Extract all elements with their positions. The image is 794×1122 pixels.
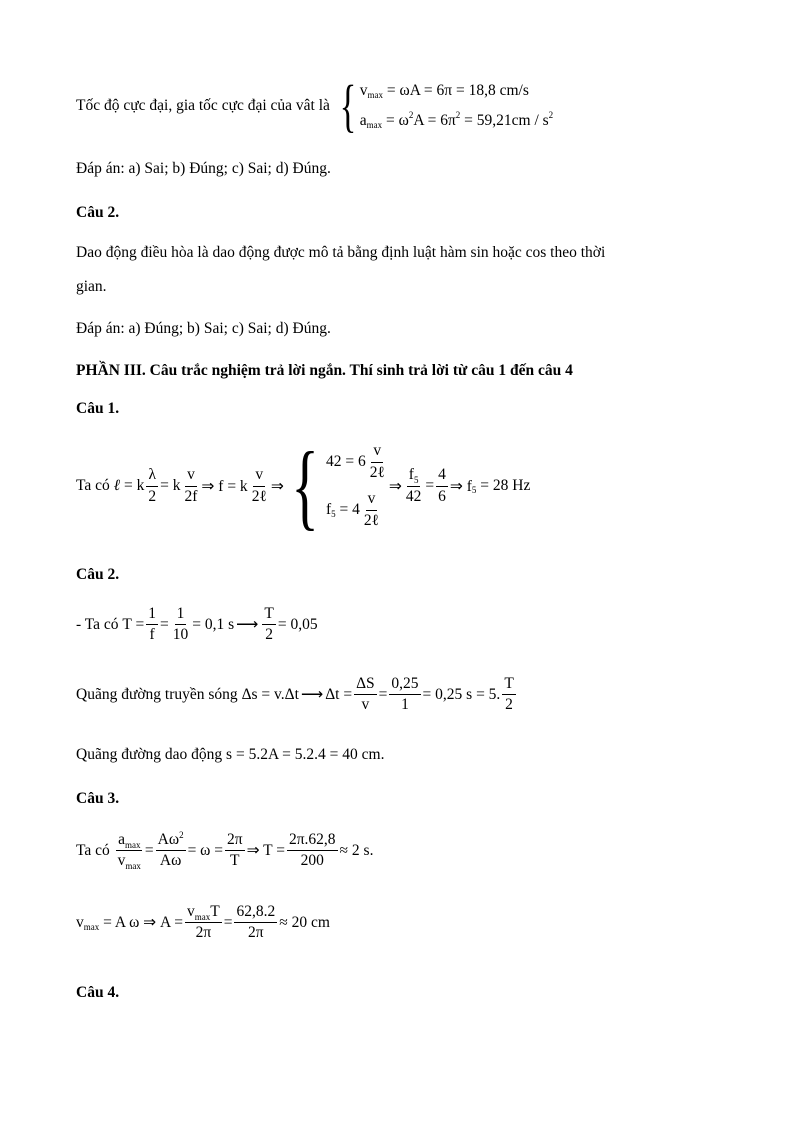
amax-equation: a max = ω 2 A = 6π 2 = 59,21cm / s 2: [359, 110, 554, 130]
max-speed-label: Tốc độ cực đại, gia tốc cực đại của vât là: [76, 97, 330, 114]
cau2-title: Câu 2.: [76, 204, 120, 221]
long-arrow-icon: ⟶: [300, 686, 324, 704]
q1-system: [326, 438, 389, 534]
vmax-equation: v max = ωA = 6π = 18,8 cm/s: [359, 82, 529, 100]
f5-over-42: $\frac{f_5}{42}$: [405, 466, 422, 505]
q4-title: Câu 4.: [76, 984, 120, 1001]
lambda-over-2: $\frac{\lambda}{2}$: [148, 466, 157, 505]
q2-title: Câu 2.: [76, 566, 120, 583]
4-over-6: $\frac{4}{6}$: [438, 466, 446, 505]
v-over-2f: $\frac{v}{2f}$: [184, 466, 198, 505]
q1-equation: Ta có ℓ = k $\frac{\lambda}{2}$ = k $\frac{v}{2f}$ ⇒ f = k $\frac{v}{\text{2ℓ}}$ ⇒ { 42 = 6 $\frac{v}{\text{2ℓ}}$ f 5 = 4 $\frac{v}{\text{2ℓ}}$ ⇒ $\frac{f_5}{42}$ = $\frac{4}{6}$ ⇒ f 5 = 28 Hz: [76, 432, 531, 539]
q1-system-brace: {: [291, 432, 319, 539]
answer-1: Đáp án: a) Sai; b) Đúng; c) Sai; d) Đúng.: [76, 160, 331, 177]
max-speed-accel-line: [76, 73, 554, 138]
system-brace: {: [339, 73, 357, 138]
q1-title: Câu 1.: [76, 400, 120, 417]
q2-line2: Quãng đường truyền sóng Δs = v.Δt ⟶ Δt = $\frac{\Delta S}{v}$ = $\frac{0,25}{1}$ = 0,25 s = 5. $\frac{T}{2}$: [76, 675, 514, 714]
cau2-text-line2: gian.: [76, 278, 107, 295]
cau2-text-line1: Dao động điều hòa là dao động được mô tả bằng định luật hàm sin hoặc cos theo thời: [76, 244, 606, 261]
part3-heading: PHẦN III. Câu trắc nghiệm trả lời ngắn. Thí sinh trả lời từ câu 1 đến câu 4: [76, 362, 573, 379]
q1-system-line2: f 5 = 4 $\frac{v}{\text{2ℓ}}$: [325, 490, 380, 529]
q3-title: Câu 3.: [76, 790, 120, 807]
v-over-2l: $\frac{v}{\text{2ℓ}}$: [251, 466, 267, 505]
q3-line1: Ta có $\frac{a_{max}}{v_{max}}$ = $\frac{A\omega^2}{A\omega}$ = ω = $\frac{2\pi}{T}$ ⇒ T = $\frac{2\pi.62,8}{200}$ ≈ 2 s.: [76, 830, 374, 872]
answer-2: Đáp án: a) Đúng; b) Sai; c) Sai; d) Đúng.: [76, 320, 331, 337]
q1-system-line1: 42 = 6 $\frac{v}{\text{2ℓ}}$: [325, 442, 385, 481]
q3-line2: v max = A ω ⇒ A = $\frac{v_{max}T}{2\pi}$ = $\frac{62,8.2}{2\pi}$ ≈ 20 cm: [76, 903, 330, 942]
max-system: [360, 76, 553, 136]
q2-line1: - Ta có T = $\frac{1}{f}$ = $\frac{1}{10}$ = 0,1 s ⟶ $\frac{T}{2}$ = 0,05: [76, 605, 318, 644]
long-arrow-icon: ⟶: [236, 616, 259, 634]
q2-line3: Quãng đường dao động s = 5.2A = 5.2.4 = 40 cm.: [76, 746, 385, 763]
